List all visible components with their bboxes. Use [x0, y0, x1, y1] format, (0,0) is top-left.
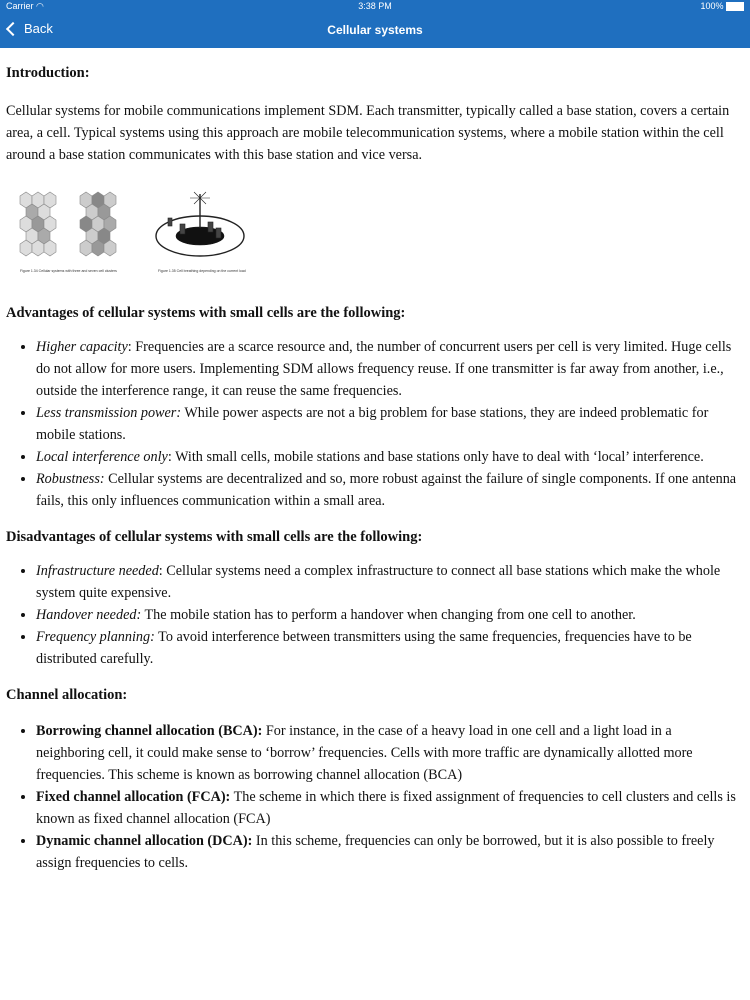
status-bar: [0, 0, 750, 14]
battery-icon: [726, 2, 744, 11]
navigation-bar: [0, 14, 750, 48]
list-item: • Frequency planning: To avoid interference between transmitters using the same frequencies, frequencies have to be distributed carefully.: [36, 626, 742, 670]
list-item: • Fixed channel allocation (FCA): The scheme in which there is fixed assignment of frequencies to cell clusters and cells is known as fixed channel allocation (FCA): [36, 786, 742, 830]
advantages-heading: Advantages of cellular systems with small cells are the following:: [6, 305, 406, 321]
disadvantages-list: [6, 560, 742, 670]
figures-area: [6, 184, 742, 284]
page-title: Cellular systems: [327, 23, 423, 37]
figure-caption-1: Figure 1.34 Cellular systems with three and seven cell clusters: [20, 269, 117, 273]
list-item: • Handover needed: The mobile station has to perform a handover when changing from one cell to another.: [36, 604, 742, 626]
intro-paragraph: Cellular systems for mobile communications implement SDM. Each transmitter, typically called a base station, covers a certain area, a cell. Typical systems using this approach are mobile telecommunication systems, where a mobile station within the cell around a base station communicates with this base station and vice versa.: [6, 103, 730, 163]
list-item: • Robustness: Cellular systems are decentralized and so, more robust against the failure of single components. If one antenna fails, this only influences communication within a small area.: [36, 468, 742, 512]
wifi-icon: ◠: [36, 1, 44, 11]
intro-heading: Introduction:: [6, 65, 90, 81]
carrier-label: Carrier ◠: [6, 1, 44, 11]
cell-cluster-figure: [10, 184, 310, 284]
list-item: • Local interference only: With small cells, mobile stations and base stations only have to deal with ‘local’ interference.: [36, 446, 742, 468]
list-item: • Less transmission power: While power aspects are not a big problem for base stations, they are indeed problematic for mobile stations.: [36, 402, 742, 446]
disadvantages-heading: Disadvantages of cellular systems with small cells are the following:: [6, 529, 423, 545]
battery-indicator: 100%: [700, 1, 744, 11]
list-item: • Higher capacity: Frequencies are a scarce resource and, the number of concurrent users per cell is very limited. Huge cells do not allow for more users. Implementing SDM allows frequency reuse. If one transmitter is far away from another, i.e., outside the interference range, it can reuse the same frequencies.: [36, 336, 742, 402]
advantages-list: [6, 336, 742, 512]
article-content: [6, 58, 742, 874]
list-item: • Borrowing channel allocation (BCA): For instance, in the case of a heavy load in one cell and a light load in a neighboring cell, it could make sense to ‘borrow’ frequencies. Cells with more traffic are dynamically allotted more frequencies. This scheme is known as borrowing channel allocation (BCA): [36, 720, 742, 786]
back-label: Back: [24, 21, 53, 36]
channel-allocation-heading: Channel allocation:: [6, 687, 128, 703]
status-time: 3:38 PM: [358, 1, 392, 11]
list-item: • Infrastructure needed: Cellular systems need a complex infrastructure to connect all base stations which make the whole system quite expensive.: [36, 560, 742, 604]
channel-allocation-list: [6, 720, 742, 874]
list-item: • Dynamic channel allocation (DCA): In this scheme, frequencies can only be borrowed, but it is also possible to freely assign frequencies to cells.: [36, 830, 742, 874]
figure-caption-2: Figure 1.35 Cell breathing depending on the current load: [158, 269, 246, 273]
